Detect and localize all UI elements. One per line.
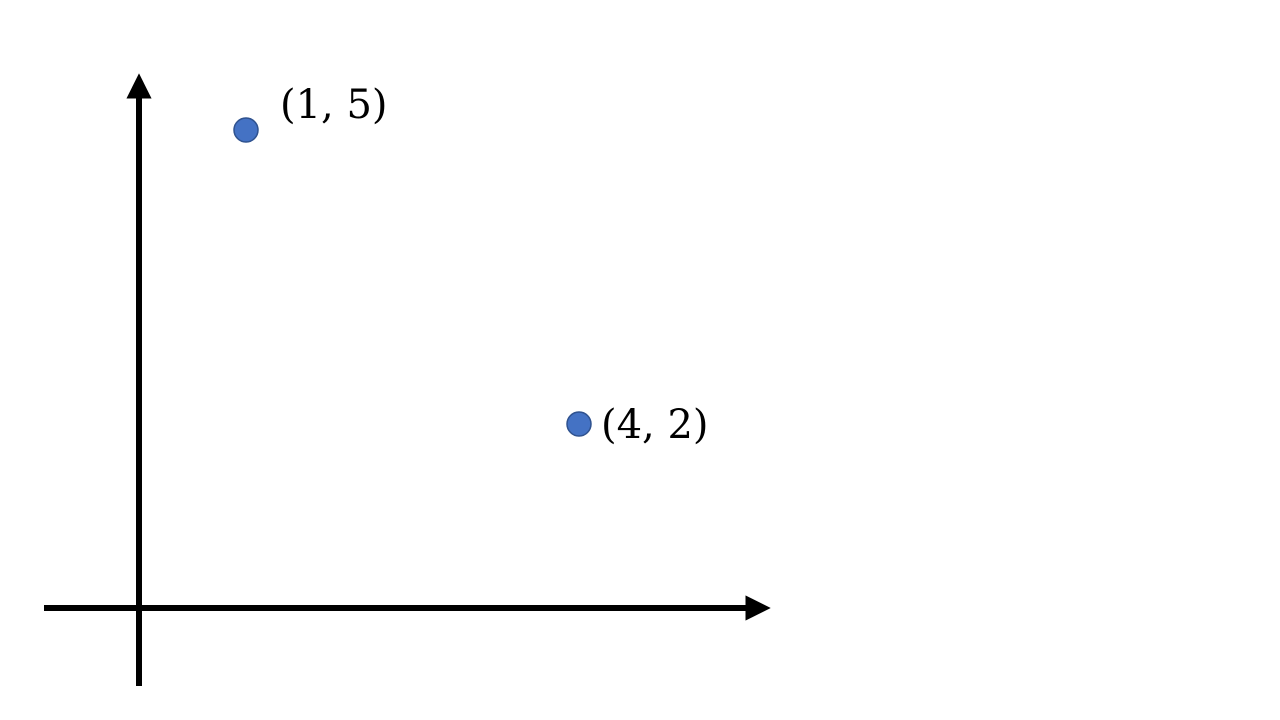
data-point-2: [567, 412, 591, 436]
data-points: [234, 82, 709, 448]
data-point-label-1: (1, 5): [280, 82, 388, 128]
data-point-1: [234, 118, 258, 142]
data-point-label-2: (4, 2): [601, 402, 709, 448]
